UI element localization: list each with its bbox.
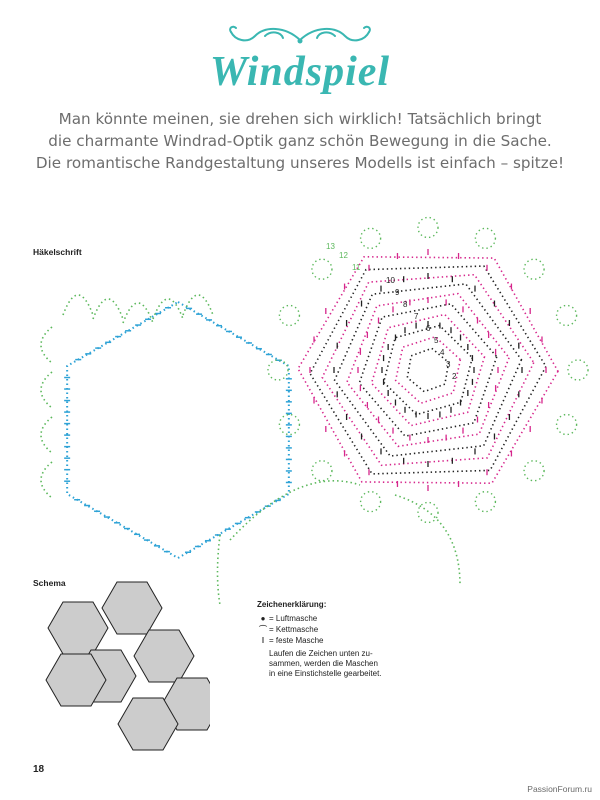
round-number: 2: [452, 372, 457, 381]
arc-icon: ⌒: [259, 625, 267, 634]
hexagon-left-outline: [41, 295, 460, 605]
intro-text: [30, 108, 570, 174]
round-number: 6: [426, 324, 431, 333]
round-number: 8: [403, 300, 408, 309]
intro-line: die charmante Windrad-Optik ganz schön Bewegung in die Sache.: [48, 132, 552, 150]
legend-note-line: in eine Einstichstelle gearbeitet.: [269, 669, 382, 678]
round-number: 11: [352, 263, 361, 272]
legend-note: [269, 649, 437, 679]
round-number: 9: [395, 288, 400, 297]
crochet-chart: [0, 195, 600, 615]
schema-hexagons: [40, 572, 210, 757]
dot-icon: ●: [260, 614, 266, 623]
legend-note-line: sammen, werden die Maschen: [269, 659, 378, 668]
round-number: 5: [434, 336, 439, 345]
round-number: 10: [386, 276, 395, 285]
schema-hexagon: [134, 630, 194, 682]
schema-hexagon: [48, 602, 108, 654]
legend-note-line: Laufen die Zeichen unten zu-: [269, 649, 373, 658]
legend-text: = Kettmasche: [269, 625, 319, 634]
round-number: 12: [339, 251, 348, 260]
schema-label: Schema: [33, 578, 66, 588]
page-number: 18: [33, 764, 45, 775]
hexagon-right-rounds: [268, 218, 588, 523]
legend-text: = feste Masche: [269, 636, 324, 645]
round-number: 13: [326, 242, 335, 251]
schema-hexagon: [102, 582, 162, 634]
intro-line: Die romantische Randgestaltung unseres Modells ist einfach – spitze!: [35, 154, 565, 172]
round-number: 7: [414, 312, 419, 321]
watermark: PassionForum.ru: [527, 784, 592, 794]
round-number: 3: [446, 360, 451, 369]
intro-line: Man könnte meinen, sie drehen sich wirklich! Tatsächlich bringt: [58, 110, 542, 128]
page-title: Windspiel: [209, 49, 391, 95]
round-numbers: [326, 242, 457, 381]
legend-text: = Luftmasche: [269, 614, 318, 623]
legend-item: [257, 635, 437, 646]
legend-item: [257, 613, 437, 624]
round-number: 4: [440, 348, 445, 357]
diagram-label: Häkelschrift: [33, 247, 82, 257]
legend-item: [257, 624, 437, 635]
legend-title: Zeichenerklärung:: [257, 600, 327, 609]
legend: [257, 600, 437, 679]
bar-icon: ǀ: [261, 636, 265, 645]
